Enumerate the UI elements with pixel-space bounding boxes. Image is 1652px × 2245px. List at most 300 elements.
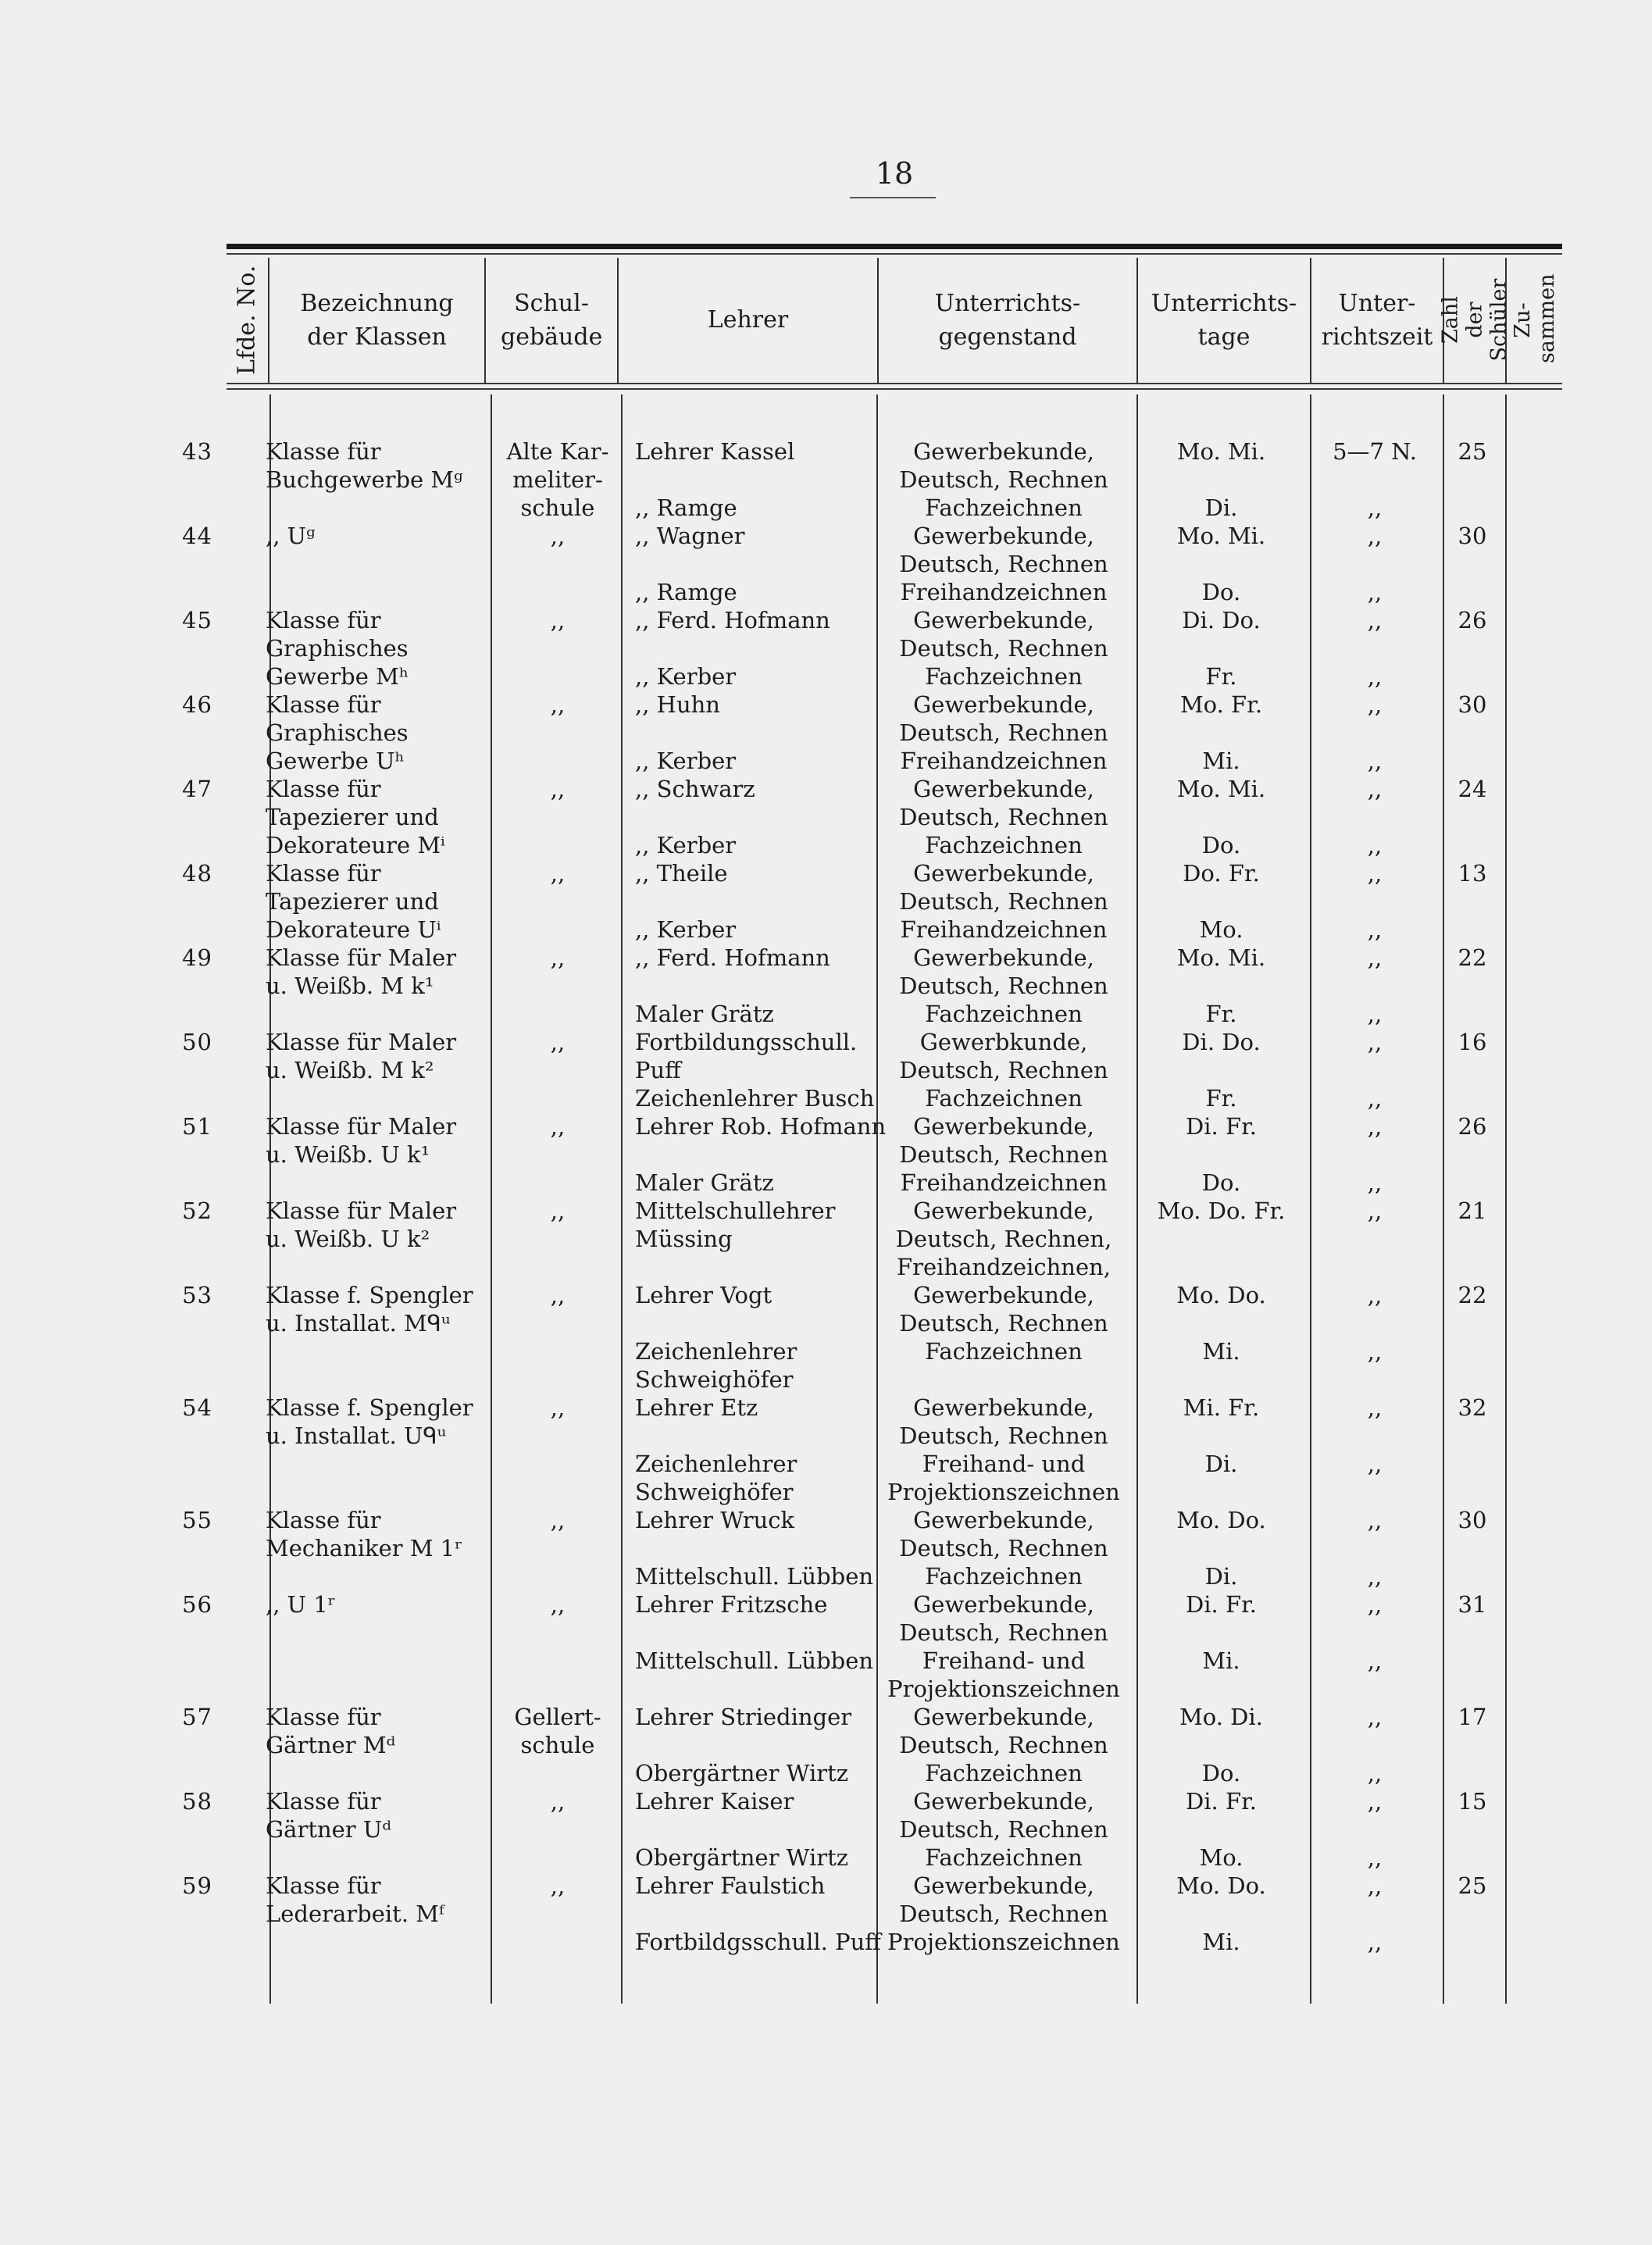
table-row	[0, 1140, 1652, 1169]
school-building: ,,	[550, 944, 566, 971]
table-row	[0, 1590, 1652, 1619]
teacher: Schweighöfer	[635, 1366, 794, 1393]
subject: Gewerbekunde,	[913, 944, 1094, 971]
subject: Gewerbekunde,	[913, 1507, 1094, 1533]
table-row	[0, 1422, 1652, 1450]
school-building: ,,	[550, 776, 566, 802]
table-row	[0, 1225, 1652, 1253]
class-name: Klasse für	[266, 691, 381, 718]
table-row	[0, 1647, 1652, 1675]
subject: Fachzeichnen	[925, 494, 1083, 521]
school-building: schule	[520, 1732, 595, 1758]
student-count: 25	[1458, 438, 1487, 465]
table-row	[0, 1197, 1652, 1225]
subject: Fachzeichnen	[925, 1563, 1083, 1590]
subject: Gewerbekunde,	[913, 1113, 1094, 1140]
time: ,,	[1367, 1507, 1383, 1533]
days: Mo.	[1199, 916, 1243, 943]
table-row	[0, 1169, 1652, 1197]
time: ,,	[1367, 607, 1383, 634]
time: ,,	[1367, 1197, 1383, 1224]
header-zusammen: Zu- sammen	[1510, 273, 1559, 363]
time: ,,	[1367, 1872, 1383, 1899]
subject: Deutsch, Rechnen	[899, 973, 1108, 999]
subject: Projektionszeichnen	[887, 1479, 1120, 1505]
table-row	[0, 466, 1652, 494]
subject: Deutsch, Rechnen	[899, 888, 1108, 915]
subject: Fachzeichnen	[925, 1844, 1083, 1871]
subject: Gewerbekunde,	[913, 860, 1094, 887]
student-count: 24	[1458, 776, 1487, 802]
student-count: 31	[1458, 1591, 1487, 1618]
teacher: ,, Ferd. Hofmann	[635, 607, 830, 634]
teacher: Zeichenlehrer	[635, 1338, 797, 1365]
class-name: Klasse für	[266, 607, 381, 634]
time: ,,	[1367, 1001, 1383, 1027]
table-row	[0, 1534, 1652, 1562]
subject: Fachzeichnen	[925, 1001, 1083, 1027]
subject: Fachzeichnen	[925, 1760, 1083, 1786]
teacher: Mittelschullehrer	[635, 1197, 836, 1224]
class-name: Gewerbe Uʰ	[266, 748, 405, 774]
time: ,,	[1367, 1085, 1383, 1112]
table-row	[0, 1365, 1652, 1394]
class-name: Gärtner Mᵈ	[266, 1732, 396, 1758]
subject: Freihandzeichnen	[900, 916, 1108, 943]
table-row	[0, 747, 1652, 775]
days: Mi.	[1202, 1929, 1240, 1955]
header-zahl-der-schueler: Zahl der Schüler	[1438, 279, 1511, 362]
days: Mo. Do.	[1176, 1507, 1266, 1533]
time: ,,	[1367, 1704, 1383, 1730]
teacher: Maler Grätz	[635, 1001, 774, 1027]
table-row	[0, 915, 1652, 944]
class-name: Graphisches	[266, 719, 409, 746]
page-number: 18	[875, 156, 914, 191]
teacher: ,, Kerber	[635, 748, 737, 774]
table-row	[0, 1675, 1652, 1703]
teacher: ,, Ramge	[635, 494, 737, 521]
class-name: Gewerbe Mʰ	[266, 663, 409, 690]
school-building: ,,	[550, 1113, 566, 1140]
teacher: Mittelschull. Lübben	[635, 1647, 874, 1674]
class-name: Gärtner Uᵈ	[266, 1816, 391, 1843]
table-row	[0, 831, 1652, 859]
subject: Deutsch, Rechnen	[899, 1732, 1108, 1758]
days: Di. Do.	[1182, 1029, 1261, 1055]
table-top-rule	[227, 244, 1562, 249]
row-number: 49	[182, 944, 212, 971]
subject: Gewerbekunde,	[913, 1282, 1094, 1308]
header-lehrer: Lehrer	[707, 306, 789, 334]
row-number: 54	[182, 1394, 212, 1421]
student-count: 13	[1458, 860, 1487, 887]
days: Mo. Mi.	[1176, 776, 1266, 802]
subject: Deutsch, Rechnen	[899, 1816, 1108, 1843]
teacher: ,, Kerber	[635, 916, 737, 943]
header-bottom-rule-2	[227, 388, 1562, 390]
subject: Gewerbekunde,	[913, 1704, 1094, 1730]
days: Mo. Mi.	[1176, 523, 1266, 549]
table-row	[0, 1281, 1652, 1309]
class-name: Klasse für	[266, 438, 381, 465]
class-name: Klasse für	[266, 776, 381, 802]
time: ,,	[1367, 748, 1383, 774]
days: Di.	[1204, 1451, 1238, 1477]
teacher: ,, Kerber	[635, 663, 737, 690]
class-name: Klasse f. Spengler	[266, 1282, 473, 1308]
days: Mo. Do.	[1176, 1872, 1266, 1899]
subject: Gewerbekunde,	[913, 691, 1094, 718]
time: ,,	[1367, 1169, 1383, 1196]
teacher: Schweighöfer	[635, 1479, 794, 1505]
days: Mi.	[1202, 748, 1240, 774]
student-count: 30	[1458, 523, 1487, 549]
days: Mo. Mi.	[1176, 944, 1266, 971]
table-row	[0, 1084, 1652, 1112]
days: Mi.	[1202, 1647, 1240, 1674]
subject: Freihand- und	[922, 1647, 1086, 1674]
class-name: Dekorateure Mⁱ	[266, 832, 445, 858]
teacher: Zeichenlehrer	[635, 1451, 797, 1477]
row-number: 57	[182, 1704, 212, 1730]
time: ,,	[1367, 523, 1383, 549]
class-name: Klasse für Maler	[266, 944, 457, 971]
subject: Gewerbekunde,	[913, 607, 1094, 634]
days: Di.	[1204, 494, 1238, 521]
teacher: ,, Ramge	[635, 579, 737, 605]
table-row	[0, 1703, 1652, 1731]
subject: Deutsch, Rechnen,	[895, 1226, 1112, 1252]
class-name: u. Weißb. U k¹	[266, 1141, 430, 1168]
time: ,,	[1367, 1844, 1383, 1871]
time: ,,	[1367, 1282, 1383, 1308]
subject: Gewerbekunde,	[913, 776, 1094, 802]
row-number: 56	[182, 1591, 212, 1618]
table-row	[0, 775, 1652, 803]
subject: Deutsch, Rechnen	[899, 1901, 1108, 1927]
school-building: Alte Kar-	[506, 438, 609, 465]
table-row	[0, 1309, 1652, 1337]
subject: Gewerbkunde,	[919, 1029, 1088, 1055]
student-count: 15	[1458, 1788, 1487, 1815]
header-gegenstand: Unterrichts- gegenstand	[934, 289, 1081, 351]
table-row	[0, 1028, 1652, 1056]
time: ,,	[1367, 944, 1383, 971]
subject: Freihand- und	[922, 1451, 1086, 1477]
subject: Deutsch, Rechnen	[899, 1535, 1108, 1562]
class-name: Dekorateure Uⁱ	[266, 916, 441, 943]
teacher: ,, Ferd. Hofmann	[635, 944, 830, 971]
school-building: schule	[520, 494, 595, 521]
student-count: 26	[1458, 607, 1487, 634]
table-row	[0, 1928, 1652, 1956]
subject: Gewerbekunde,	[913, 523, 1094, 549]
teacher: Lehrer Vogt	[635, 1282, 772, 1308]
subject: Freihandzeichnen	[900, 1169, 1108, 1196]
subject: Gewerbekunde,	[913, 1788, 1094, 1815]
table-row	[0, 522, 1652, 550]
table-row	[0, 1731, 1652, 1759]
table-row	[0, 550, 1652, 578]
subject: Freihandzeichnen,	[897, 1254, 1111, 1280]
teacher: Lehrer Kaiser	[635, 1788, 794, 1815]
time: ,,	[1367, 916, 1383, 943]
class-name: Graphisches	[266, 635, 409, 662]
subject: Gewerbekunde,	[913, 1394, 1094, 1421]
table-row	[0, 1900, 1652, 1928]
student-count: 16	[1458, 1029, 1487, 1055]
table-row	[0, 803, 1652, 831]
teacher: Obergärtner Wirtz	[635, 1760, 849, 1786]
table-row	[0, 691, 1652, 719]
class-name: u. Weißb. M k²	[266, 1057, 434, 1083]
subject: Deutsch, Rechnen	[899, 719, 1108, 746]
subject: Freihandzeichnen	[900, 748, 1108, 774]
class-name: Klasse für	[266, 1507, 381, 1533]
class-name: u. Weißb. M k¹	[266, 973, 434, 999]
days: Mo. Do.	[1176, 1282, 1266, 1308]
days: Di. Fr.	[1186, 1591, 1257, 1618]
days: Fr.	[1205, 663, 1237, 690]
student-count: 17	[1458, 1704, 1487, 1730]
teacher: Lehrer Rob. Hofmann	[635, 1113, 887, 1140]
row-number: 53	[182, 1282, 212, 1308]
time: ,,	[1367, 1788, 1383, 1815]
table-body	[0, 437, 1652, 1956]
row-number: 59	[182, 1872, 212, 1899]
row-number: 46	[182, 691, 212, 718]
subject: Deutsch, Rechnen	[899, 804, 1108, 830]
teacher: Fortbildungsschull.	[635, 1029, 858, 1055]
subject: Gewerbekunde,	[913, 1197, 1094, 1224]
teacher: ,, Wagner	[635, 523, 745, 549]
table-row	[0, 1787, 1652, 1815]
student-count: 30	[1458, 1507, 1487, 1533]
class-name: Tapezierer und	[266, 804, 439, 830]
time: ,,	[1367, 1563, 1383, 1590]
class-name: Klasse für	[266, 1704, 381, 1730]
student-count: 26	[1458, 1113, 1487, 1140]
days: Fr.	[1205, 1085, 1237, 1112]
days: Do.	[1201, 832, 1241, 858]
row-number: 45	[182, 607, 212, 634]
subject: Deutsch, Rechnen	[899, 635, 1108, 662]
time: ,,	[1367, 1338, 1383, 1365]
row-number: 55	[182, 1507, 212, 1533]
time: ,,	[1367, 691, 1383, 718]
table-row	[0, 1562, 1652, 1590]
school-building: ,,	[550, 1394, 566, 1421]
days: Mo. Do. Fr.	[1157, 1197, 1286, 1224]
teacher: Zeichenlehrer Busch	[635, 1085, 875, 1112]
subject: Deutsch, Rechnen	[899, 1422, 1108, 1449]
class-name: Lederarbeit. Mᶠ	[266, 1901, 444, 1927]
teacher: ,, Kerber	[635, 832, 737, 858]
teacher: Lehrer Fritzsche	[635, 1591, 828, 1618]
subject: Fachzeichnen	[925, 663, 1083, 690]
header-tage: Unterrichts- tage	[1151, 289, 1297, 351]
subject: Deutsch, Rechnen	[899, 1310, 1108, 1337]
teacher: Lehrer Etz	[635, 1394, 758, 1421]
class-name: u. Installat. Mᑫᵘ	[266, 1310, 451, 1337]
class-name: ,, Uᵍ	[266, 523, 316, 549]
teacher: Mittelschull. Lübben	[635, 1563, 874, 1590]
student-count: 21	[1458, 1197, 1487, 1224]
days: Do. Fr.	[1183, 860, 1260, 887]
subject: Freihandzeichnen	[900, 579, 1108, 605]
class-name: Klasse für	[266, 860, 381, 887]
header-zeit: Unter- richtszeit	[1321, 289, 1433, 351]
student-count: 32	[1458, 1394, 1487, 1421]
days: Mo. Mi.	[1176, 438, 1266, 465]
table-top-rule-thin	[227, 253, 1562, 255]
days: Mo. Fr.	[1179, 691, 1263, 718]
subject: Deutsch, Rechnen	[899, 1141, 1108, 1168]
table-row	[0, 606, 1652, 634]
table-row	[0, 1872, 1652, 1900]
row-number: 44	[182, 523, 212, 549]
row-number: 51	[182, 1113, 212, 1140]
class-name: Klasse für	[266, 1872, 381, 1899]
time: ,,	[1367, 1113, 1383, 1140]
subject: Fachzeichnen	[925, 832, 1083, 858]
school-building: ,,	[550, 1788, 566, 1815]
time: ,,	[1367, 663, 1383, 690]
table-row	[0, 1478, 1652, 1506]
subject: Gewerbekunde,	[913, 1591, 1094, 1618]
table-row	[0, 887, 1652, 915]
subject: Deutsch, Rechnen	[899, 1057, 1108, 1083]
teacher: ,, Schwarz	[635, 776, 755, 802]
class-name: Mechaniker M 1ʳ	[266, 1535, 463, 1562]
teacher: Puff	[635, 1057, 681, 1083]
time: ,,	[1367, 1929, 1383, 1955]
teacher: Obergärtner Wirtz	[635, 1844, 849, 1871]
time: ,,	[1367, 1760, 1383, 1786]
teacher: Lehrer Kassel	[635, 438, 795, 465]
teacher: Maler Grätz	[635, 1169, 774, 1196]
school-building: ,,	[550, 1197, 566, 1224]
table-row	[0, 1450, 1652, 1478]
table-row	[0, 634, 1652, 662]
days: Do.	[1201, 579, 1241, 605]
school-building: Gellert-	[514, 1704, 601, 1730]
row-number: 43	[182, 438, 212, 465]
days: Di.	[1204, 1563, 1238, 1590]
days: Di. Fr.	[1186, 1788, 1257, 1815]
days: Mi. Fr.	[1183, 1394, 1260, 1421]
table-row	[0, 1506, 1652, 1534]
page-number-underline	[850, 197, 936, 198]
teacher: ,, Huhn	[635, 691, 720, 718]
school-building: ,,	[550, 523, 566, 549]
row-number: 52	[182, 1197, 212, 1224]
subject: Deutsch, Rechnen	[899, 551, 1108, 577]
table-row	[0, 1843, 1652, 1872]
teacher: Lehrer Striedinger	[635, 1704, 852, 1730]
teacher: Lehrer Wruck	[635, 1507, 795, 1533]
table-row	[0, 1056, 1652, 1084]
time: ,,	[1367, 860, 1383, 887]
class-name: Klasse für	[266, 1788, 381, 1815]
class-name: Klasse für Maler	[266, 1113, 457, 1140]
class-name: Klasse für Maler	[266, 1029, 457, 1055]
school-building: ,,	[550, 860, 566, 887]
table-row	[0, 1253, 1652, 1281]
table-row	[0, 1619, 1652, 1647]
table-row	[0, 578, 1652, 606]
school-building: ,,	[550, 607, 566, 634]
table-row	[0, 719, 1652, 747]
days: Do.	[1201, 1760, 1241, 1786]
table-row	[0, 1759, 1652, 1787]
class-name: u. Installat. Uᑫᵘ	[266, 1422, 447, 1449]
school-building: ,,	[550, 1282, 566, 1308]
time: ,,	[1367, 579, 1383, 605]
row-number: 58	[182, 1788, 212, 1815]
table-row	[0, 1000, 1652, 1028]
time: ,,	[1367, 494, 1383, 521]
time: ,,	[1367, 1394, 1383, 1421]
days: Mo. Di.	[1179, 1704, 1263, 1730]
subject: Projektionszeichnen	[887, 1929, 1120, 1955]
table-row	[0, 437, 1652, 466]
time: ,,	[1367, 832, 1383, 858]
class-name: Tapezierer und	[266, 888, 439, 915]
school-building: ,,	[550, 1507, 566, 1533]
table-row	[0, 1337, 1652, 1365]
student-count: 30	[1458, 691, 1487, 718]
school-building: meliter-	[512, 466, 603, 493]
time: ,,	[1367, 1647, 1383, 1674]
days: Mi.	[1202, 1338, 1240, 1365]
table-row	[0, 1112, 1652, 1140]
subject: Fachzeichnen	[925, 1085, 1083, 1112]
time: ,,	[1367, 1591, 1383, 1618]
school-building: ,,	[550, 1591, 566, 1618]
row-number: 50	[182, 1029, 212, 1055]
class-name: Buchgewerbe Mᵍ	[266, 466, 463, 493]
header-bottom-rule	[227, 383, 1562, 384]
student-count: 22	[1458, 944, 1487, 971]
class-name: ,, U 1ʳ	[266, 1591, 336, 1618]
time: ,,	[1367, 1029, 1383, 1055]
time: ,,	[1367, 1451, 1383, 1477]
table-row	[0, 859, 1652, 887]
subject: Fachzeichnen	[925, 1338, 1083, 1365]
table-row	[0, 1394, 1652, 1422]
student-count: 25	[1458, 1872, 1487, 1899]
table-row	[0, 1815, 1652, 1843]
days: Fr.	[1205, 1001, 1237, 1027]
row-number: 47	[182, 776, 212, 802]
days: Mo.	[1199, 1844, 1243, 1871]
header-lfde-no: Lfde. No.	[233, 265, 261, 376]
row-number: 48	[182, 860, 212, 887]
teacher: Lehrer Faulstich	[635, 1872, 826, 1899]
days: Di. Do.	[1182, 607, 1261, 634]
subject: Gewerbekunde,	[913, 438, 1094, 465]
subject: Gewerbekunde,	[913, 1872, 1094, 1899]
teacher: ,, Theile	[635, 860, 728, 887]
subject: Deutsch, Rechnen	[899, 466, 1108, 493]
subject: Deutsch, Rechnen	[899, 1619, 1108, 1646]
teacher: Fortbildgsschull. Puff	[635, 1929, 881, 1955]
class-name: Klasse für Maler	[266, 1197, 457, 1224]
subject: Projektionszeichnen	[887, 1676, 1120, 1702]
table-row	[0, 494, 1652, 522]
